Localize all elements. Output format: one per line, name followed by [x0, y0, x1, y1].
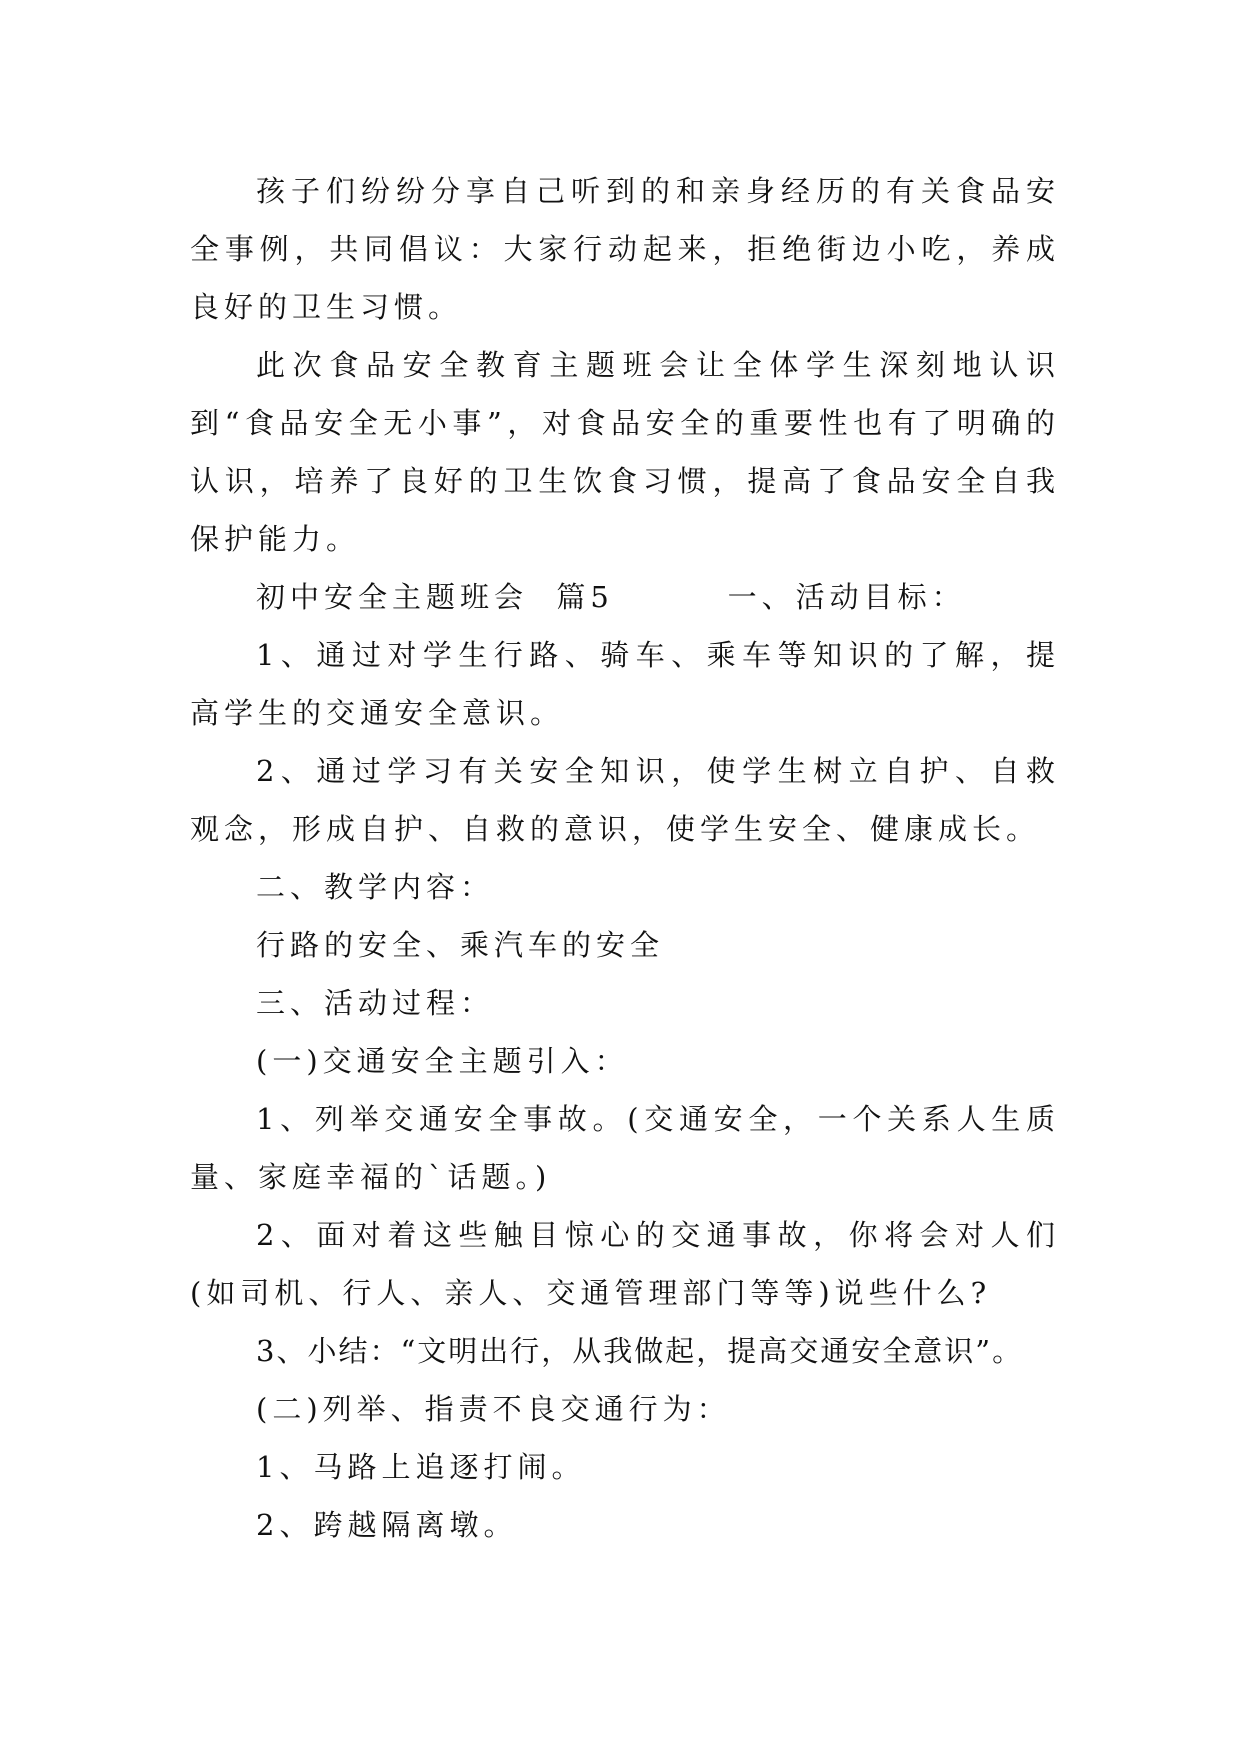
paragraph-question: 2、面对着这些触目惊心的交通事故，你将会对人们(如司机、行人、亲人、交通管理部门等等)说些什么?	[190, 1218, 1060, 1310]
paragraph-teaching-content: 行路的安全、乘汽车的安全	[256, 928, 665, 962]
paragraph-list-accidents: 1、列举交通安全事故。(交通安全，一个关系人生质量、家庭幸福的`话题。)	[190, 1102, 1060, 1194]
paragraph-goal-1: 1、通过对学生行路、骑车、乘车等知识的了解，提高学生的交通安全意识。	[190, 638, 1060, 730]
heading-activity-process: 三、活动过程：	[256, 986, 495, 1020]
paragraph-summary: 3、小结：“文明出行，从我做起，提高交通安全意识”。	[256, 1334, 1024, 1368]
section-heading-class-meeting-5: 初中安全主题班会 篇5 一、活动目标：	[256, 580, 966, 614]
subheading-traffic-intro: (一)交通安全主题引入：	[256, 1044, 629, 1078]
paragraph-food-safety-sharing: 孩子们纷纷分享自己听到的和亲身经历的有关食品安全事例，共同倡议：大家行动起来，拒绝街边小吃，养成良好的卫生习惯。	[190, 174, 1060, 324]
paragraph-bad-behavior-1: 1、马路上追逐打闹。	[256, 1450, 586, 1484]
heading-teaching-content: 二、教学内容：	[256, 870, 495, 904]
paragraph-goal-2: 2、通过学习有关安全知识，使学生树立自护、自救观念，形成自护、自救的意识，使学生安全、健康成长。	[190, 754, 1060, 846]
paragraph-food-safety-summary: 此次食品安全教育主题班会让全体学生深刻地认识到“食品安全无小事”，对食品安全的重要性也有了明确的认识，培养了良好的卫生饮食习惯，提高了食品安全自我保护能力。	[190, 348, 1060, 556]
paragraph-bad-behavior-2: 2、跨越隔离墩。	[256, 1508, 518, 1542]
document-body	[190, 162, 1060, 1554]
subheading-bad-behaviors: (二)列举、指责不良交通行为：	[256, 1392, 731, 1426]
